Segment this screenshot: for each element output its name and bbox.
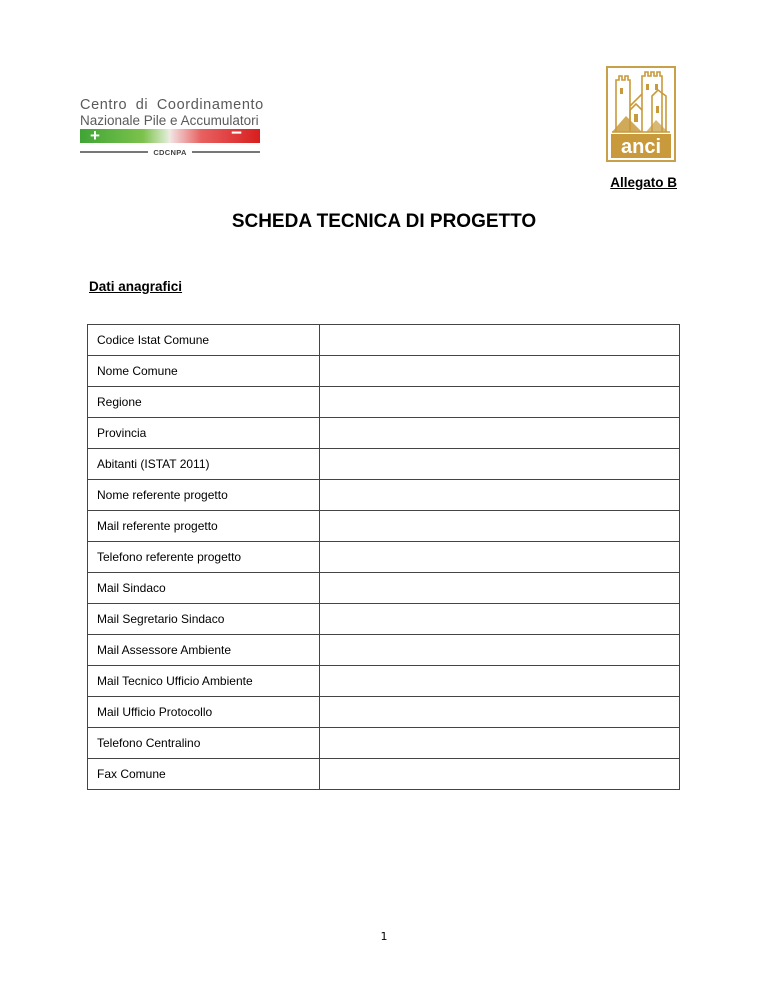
table-row (88, 325, 680, 356)
table-row (88, 387, 680, 418)
table-row (88, 418, 680, 449)
field-value-cell[interactable] (319, 728, 679, 759)
field-label: Abitanti (ISTAT 2011) (88, 449, 320, 480)
field-value-cell[interactable] (319, 666, 679, 697)
table-row (88, 480, 680, 511)
field-label: Mail Tecnico Ufficio Ambiente (88, 666, 320, 697)
anci-castle-icon (606, 66, 676, 162)
registry-data-table (87, 324, 680, 790)
table-row (88, 635, 680, 666)
table-row (88, 728, 680, 759)
field-label: Telefono Centralino (88, 728, 320, 759)
anci-text: anci (620, 136, 662, 158)
field-label: Mail Ufficio Protocollo (88, 697, 320, 728)
table-row (88, 356, 680, 387)
field-label: Codice Istat Comune (88, 325, 320, 356)
annex-label: Allegato B (610, 175, 677, 190)
field-label: Mail Segretario Sindaco (88, 604, 320, 635)
cdcnpa-logo (80, 97, 262, 159)
page-number: 1 (380, 930, 388, 943)
field-label: Provincia (88, 418, 320, 449)
field-value-cell[interactable] (319, 759, 679, 790)
logo-green-band (80, 126, 170, 145)
document-title: SCHEDA TECNICA DI PROGETTO (231, 211, 537, 232)
field-value-cell[interactable] (319, 480, 679, 511)
field-label: Nome Comune (88, 356, 320, 387)
field-value-cell[interactable] (319, 387, 679, 418)
logo-color-bar (80, 123, 260, 145)
field-label: Mail Assessore Ambiente (88, 635, 320, 666)
table-row (88, 449, 680, 480)
field-label: Mail referente progetto (88, 511, 320, 542)
minus-icon: − (230, 123, 242, 144)
plus-icon: + (90, 126, 100, 145)
logo-footer-line-left (80, 151, 148, 153)
table-row (88, 759, 680, 790)
field-value-cell[interactable] (319, 449, 679, 480)
table-row (88, 511, 680, 542)
field-value-cell[interactable] (319, 604, 679, 635)
anci-logo (606, 66, 676, 162)
field-value-cell[interactable] (319, 511, 679, 542)
field-label: Regione (88, 387, 320, 418)
logo-footer-line-right (192, 151, 260, 153)
field-value-cell[interactable] (319, 325, 679, 356)
field-value-cell[interactable] (319, 542, 679, 573)
field-label: Nome referente progetto (88, 480, 320, 511)
table-row (88, 542, 680, 573)
table-row (88, 666, 680, 697)
field-label: Mail Sindaco (88, 573, 320, 604)
field-label: Telefono referente progetto (88, 542, 320, 573)
logo-line-1: Centro di Coordinamento (80, 97, 264, 113)
logo-line-2: Nazionale Pile e Accumulatori (80, 113, 259, 128)
table-row (88, 697, 680, 728)
logo-acronym: CDCNPA (153, 147, 187, 157)
field-value-cell[interactable] (319, 356, 679, 387)
field-value-cell[interactable] (319, 635, 679, 666)
field-value-cell[interactable] (319, 418, 679, 449)
section-title: Dati anagrafici (89, 279, 183, 294)
field-value-cell[interactable] (319, 697, 679, 728)
logo-red-band (170, 123, 260, 144)
logo-footer (80, 147, 260, 157)
field-label: Fax Comune (88, 759, 320, 790)
table-row (88, 604, 680, 635)
field-value-cell[interactable] (319, 573, 679, 604)
table-row (88, 573, 680, 604)
